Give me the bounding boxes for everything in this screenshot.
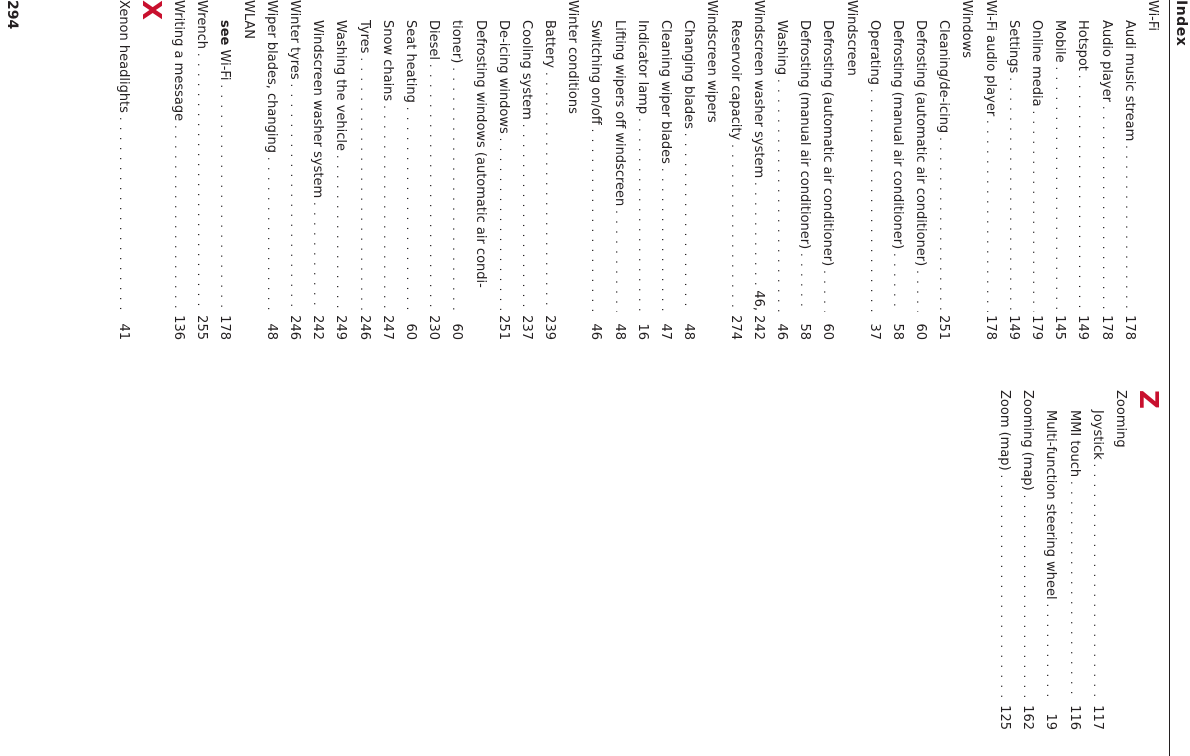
index-entry-page: 58 [797, 323, 813, 340]
index-entry-page: 178 [217, 315, 233, 340]
index-entry-page: 46, 242 [750, 290, 766, 340]
dot-leader [1016, 491, 1039, 702]
index-entry-wrap-line1: Defrosting windows (automatic air condi- [472, 20, 488, 288]
dot-leader [352, 53, 375, 312]
index-entry [1025, 0, 1048, 340]
dot-leader [1094, 102, 1117, 312]
index-entry-term: Audi music stream [1121, 20, 1137, 142]
index-group-w-cont [260, 0, 446, 340]
index-entry [993, 390, 1016, 730]
section-letter-z: Z [1133, 390, 1163, 409]
index-entry [677, 0, 700, 340]
index-entry-page: 179 [1029, 315, 1045, 340]
dot-leader [283, 80, 306, 312]
dot-leader [747, 178, 770, 290]
index-entry [399, 0, 422, 340]
dot-leader [677, 129, 700, 312]
index-entry-page: 230 [426, 315, 442, 340]
index-entry [1071, 0, 1094, 340]
dot-leader [515, 120, 538, 312]
index-entry [747, 0, 770, 340]
index-entry-page: 19 [1043, 713, 1059, 730]
index-group-z [993, 390, 1132, 730]
index-entry-page: 178 [1121, 315, 1137, 340]
index-entry-page: 46 [774, 323, 789, 340]
index-group-x [112, 0, 135, 340]
index-entry [1086, 390, 1109, 730]
dot-leader [979, 116, 1002, 312]
index-entry-term: Diesel [426, 20, 442, 61]
dot-leader [816, 266, 839, 312]
index-entry [492, 0, 515, 340]
index-entry-term: Battery [542, 20, 558, 69]
dot-leader [167, 121, 190, 312]
dot-leader [1039, 600, 1062, 702]
index-entry-page: 46 [588, 323, 604, 340]
index-entry-term: Snow chains [379, 20, 395, 102]
index-entry-term: Winter tyres [287, 0, 303, 80]
index-entry [584, 0, 607, 340]
index-entry-page: 237 [518, 315, 534, 340]
index-entry [979, 0, 1002, 340]
index-entry [1062, 390, 1085, 730]
dot-leader [422, 60, 445, 312]
index-entry-page: 149 [1005, 315, 1021, 340]
see-target: Wi-Fi [217, 49, 233, 81]
index-entry-page: 41 [115, 323, 131, 340]
index-entry-page: 60 [913, 323, 929, 340]
dot-leader [886, 249, 909, 312]
dot-leader [1118, 141, 1141, 312]
index-entry [816, 0, 839, 340]
index-entry-term: Cleaning/de-icing [936, 20, 952, 134]
index-entry-see [213, 0, 236, 340]
index-heading: Winter conditions [565, 0, 581, 114]
index-entry-page: 242 [310, 315, 326, 340]
dot-leader [399, 103, 422, 312]
dot-leader [584, 125, 607, 312]
dot-leader [1048, 63, 1071, 312]
dot-leader [306, 198, 329, 312]
index-entry [515, 0, 538, 340]
index-entry-page: 47 [658, 323, 674, 340]
index-entry-page: 58 [889, 323, 905, 340]
index-heading: Windscreen wipers [704, 0, 720, 123]
index-entry-page: 251 [936, 315, 952, 340]
index-entry-term: Defrosting (automatic air conditioner) [913, 20, 929, 267]
index-entry-term: Zoom (map) [997, 390, 1013, 471]
index-entry [112, 0, 135, 340]
index-entry-wlan: WLAN [240, 0, 256, 40]
index-entry [283, 0, 306, 340]
dot-leader [1071, 71, 1094, 312]
index-entry [1048, 0, 1071, 340]
index-entry-term: Indicator lamp [634, 20, 650, 115]
index-entry-term [213, 20, 236, 81]
index-entry-term: Wi-Fi audio player [982, 0, 998, 117]
index-entry-term: Mobile [1052, 20, 1068, 63]
index-entry-term: Switching on/off [588, 20, 604, 125]
index-entry [306, 0, 329, 340]
dot-leader [213, 81, 236, 312]
index-entry [1002, 0, 1025, 340]
header-rule [1169, 0, 1170, 756]
dot-leader [608, 206, 631, 312]
dot-leader [770, 75, 793, 312]
index-entry-term: Writing a message [171, 0, 187, 122]
index-entry [329, 0, 352, 340]
index-entry-page: 37 [866, 323, 882, 340]
index-heading: Windscreen [843, 0, 859, 76]
index-entry-term: Multi-function steering wheel [1043, 410, 1059, 600]
index-entry [631, 0, 654, 340]
index-entry-term: Wrench [194, 0, 210, 49]
index-entry [445, 0, 468, 340]
index-entry [793, 0, 816, 340]
index-entry [654, 0, 677, 340]
section-letter-x: X [135, 0, 166, 21]
dot-leader [445, 63, 468, 312]
index-entry-term: Zooming (map) [1020, 390, 1036, 491]
index-entry-term: Windscreen washer system [750, 0, 766, 179]
index-entry-page: 125 [997, 705, 1013, 730]
index-entry-page: 16 [634, 323, 650, 340]
index-entry-term: Cooling system [518, 20, 534, 120]
index-entry-term: Lifting wipers off windscreen [611, 20, 627, 207]
dot-leader [376, 101, 399, 312]
index-group-w-end [167, 0, 213, 340]
index-entry-page: 136 [171, 315, 187, 340]
index-entry [376, 0, 399, 340]
index-entry-term: Washing the vehicle [333, 20, 349, 152]
index-entry-term: MMI touch [1066, 410, 1082, 478]
index-entry-page: 249 [333, 315, 349, 340]
index-entry-term: Defrosting (manual air conditioner) [889, 20, 905, 250]
dot-leader [1025, 107, 1048, 312]
index-entry-term: Cleaning wiper blades [658, 20, 674, 164]
see-word: see [217, 20, 233, 46]
index-entry-page: 60 [820, 323, 836, 340]
index-entry-page: 60 [403, 323, 418, 340]
index-entry-page: 48 [611, 323, 627, 340]
index-entry-term: Audio player [1098, 20, 1114, 102]
index-entry [422, 0, 445, 340]
index-entry [886, 0, 909, 340]
index-entry [1118, 0, 1141, 340]
index-entry-term: Operating [866, 20, 882, 85]
index-entry-page: 48 [681, 323, 697, 340]
dot-leader [492, 134, 515, 312]
index-entry-term: Windscreen washer system [310, 20, 326, 199]
index-entry [932, 0, 955, 340]
index-entry [770, 0, 793, 340]
dot-leader [723, 140, 746, 312]
index-entry-page: 246 [356, 315, 372, 340]
index-entry-page: 247 [379, 315, 395, 340]
index-heading: Wi-Fi [1145, 0, 1160, 32]
dot-leader [654, 164, 677, 312]
index-entry-term: Reservoir capacity [727, 20, 743, 141]
index-entry-term: Defrosting (manual air conditioner) [797, 20, 813, 250]
index-heading: Windows [959, 0, 975, 59]
index-entry-term: Joystick [1089, 410, 1105, 460]
index-entry-term: De-icing windows [495, 20, 511, 134]
index-entry-page: 60 [449, 323, 465, 340]
dot-leader [863, 85, 886, 312]
index-heading: Zooming [1113, 390, 1128, 448]
index-entry [1039, 390, 1062, 730]
index-entry [260, 0, 283, 340]
index-entry-term: Xenon headlights [115, 0, 131, 113]
dot-leader [112, 113, 135, 312]
dot-leader [631, 114, 654, 312]
index-entry-page: 145 [1052, 315, 1068, 340]
index-entry-page: 162 [1020, 705, 1036, 730]
index-entry-page: 117 [1089, 705, 1105, 730]
index-entry [1016, 390, 1039, 730]
page-title: Index [1173, 0, 1189, 47]
dot-leader [1002, 73, 1025, 312]
index-entry-page: 149 [1075, 315, 1091, 340]
index-entry-page: 178 [982, 315, 998, 340]
dot-leader [1062, 477, 1085, 702]
index-entry-term: Seat heating [403, 20, 418, 103]
index-entry [167, 0, 190, 340]
index-entry-term: tioner) [449, 20, 465, 64]
index-group-w [492, 0, 1164, 340]
dot-leader [909, 266, 932, 312]
page-number: 294 [4, 0, 20, 30]
dot-leader [1086, 460, 1109, 702]
dot-leader [190, 49, 213, 312]
index-column-right [993, 390, 1164, 730]
index-entry-term: Changing blades [681, 20, 697, 129]
index-entry-page: 239 [542, 315, 558, 340]
index-entry [1094, 0, 1117, 340]
index-entry-page: 48 [263, 323, 279, 340]
index-entry-page: 178 [1098, 315, 1114, 340]
index-entry-term: Wiper blades, changing [263, 0, 279, 153]
index-entry [723, 0, 746, 340]
index-entry-page: 274 [727, 315, 743, 340]
dot-leader [260, 153, 283, 312]
page-header [1168, 0, 1190, 756]
index-entry [863, 0, 886, 340]
index-entry-page: 255 [194, 315, 210, 340]
index-entry-term: Washing [774, 20, 789, 76]
index-entry-term: Tyres [356, 20, 372, 54]
index-entry-page: 246 [287, 315, 303, 340]
index-entry-term: Online media [1029, 20, 1045, 107]
dot-leader [932, 133, 955, 312]
index-entry-term: Settings [1005, 20, 1021, 74]
dot-leader [993, 471, 1016, 702]
index-entry-page: 116 [1066, 705, 1082, 730]
index-entry-page: 251 [495, 315, 511, 340]
dot-leader [793, 249, 816, 312]
index-column-left [112, 0, 1164, 340]
index-entry-term: Hotspot [1075, 20, 1091, 71]
index-entry [190, 0, 213, 340]
index-entry [909, 0, 932, 340]
index-entry [352, 0, 375, 340]
dot-leader [329, 151, 352, 312]
dot-leader [538, 68, 561, 312]
index-entry [608, 0, 631, 340]
index-entry-term: Defrosting (automatic air conditioner) [820, 20, 836, 267]
index-entry [538, 0, 561, 340]
